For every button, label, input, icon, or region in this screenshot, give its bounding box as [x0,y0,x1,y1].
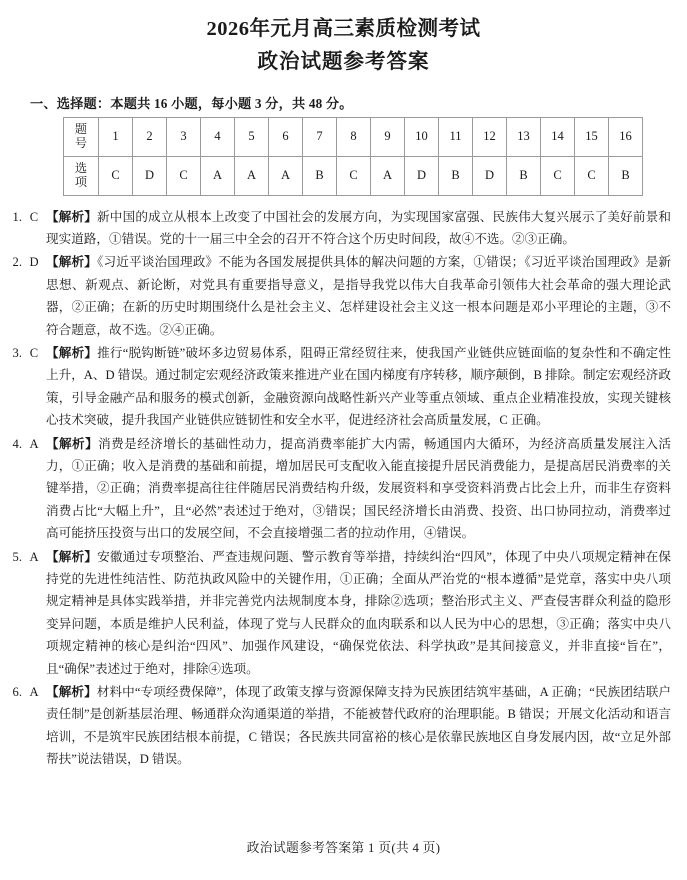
question-no-cell: 15 [575,117,609,156]
explanation-item [0,251,675,341]
explanation-answer: C [29,345,39,360]
explanation-body [46,681,675,771]
explanation-item [0,206,675,251]
question-no-cell: 9 [371,117,405,156]
answer-cell: B [303,156,337,195]
answer-cell: B [609,156,643,195]
explanation-number: 3. [12,345,22,360]
section-heading: 一、选择题：本题共 16 小题，每小题 3 分，共 48 分。 [30,95,353,111]
explanation-answer: C [29,209,39,224]
explanation-item [0,433,675,545]
question-no-cell: 2 [133,117,167,156]
question-no-cell: 8 [337,117,371,156]
explanation-label: 【解析】 [46,209,98,224]
explanation-label: 【解析】 [46,345,98,360]
title-block [0,0,687,79]
answer-cell: C [99,156,133,195]
question-no-cell: 6 [269,117,303,156]
answer-cell: A [371,156,405,195]
answer-cell: A [201,156,235,195]
row-label-option-char1: 选 [74,161,88,176]
answer-cell: A [269,156,303,195]
explanation-number: 5. [12,549,22,564]
answer-cell: C [575,156,609,195]
answer-table [63,117,643,196]
explanation-answer: A [29,549,39,564]
page-footer: 政治试题参考答案第 1 页(共 4 页) [246,841,441,855]
question-no-cell: 12 [473,117,507,156]
question-no-cell: 10 [405,117,439,156]
question-no-cell: 7 [303,117,337,156]
explanation-label: 【解析】 [46,436,99,451]
explanation-body [46,433,675,545]
explanation-item [0,546,675,680]
row-label-question-no-char2: 号 [74,135,88,150]
explanation-body [46,546,675,680]
question-no-cell: 16 [609,117,643,156]
answer-cell: C [167,156,201,195]
explanation-number: 4. [12,436,22,451]
explanation-text: 推行“脱钩断链”破坏多边贸易体系，阻碍正常经贸往来，使我国产业链供应链面临的复杂性和不确定性上升，A、D 错误。通过制定宏观经济政策来推进产业在国内梯度有序转移，顺序颠倒，B 排除。制定宏观经济政策，引导金融产品和服务的模式创新，金融资源向战略性新兴产业等重点领域、重点企业精准投放，实现关键核心技术突破，提升我国产业链供应链韧性和安全水平，促进经济社会高质量发展，C 正确。 [46,345,671,428]
row-label-option-char2: 项 [74,174,88,189]
row-label-question-no [64,117,99,156]
explanation-list [0,206,687,771]
explanation-label: 【解析】 [46,685,97,700]
answer-cell: C [337,156,371,195]
explanation-answer: D [29,255,39,270]
explanation-text: 材料中“专项经费保障”，体现了政策支撑与资源保障支持为民族团结筑牢基础，A 正确；“民族团结联户责任制”是创新基层治理、畅通群众沟通渠道的举措，不能被替代政府的治理职能。B 错误；开展文化活动和语言培训，不是筑牢民族团结根本前提，C 错误；各民族共同富裕的核心是依靠民族地区自身发展内因，故“立足外部帮扶”说法错误，D 错误。 [46,685,671,767]
explanation-answer: A [29,685,39,700]
explanation-answer: A [29,436,39,451]
question-no-cell: 4 [201,117,235,156]
table-row-answers [64,156,643,195]
table-row-question-numbers [64,117,643,156]
row-label-option [64,156,99,195]
page-title: 2026年元月高三素质检测考试 [206,18,481,40]
question-no-cell: 13 [507,117,541,156]
question-no-cell: 14 [541,117,575,156]
explanation-text: 新中国的成立从根本上改变了中国社会的发展方向，为实现国家富强、民族伟大复兴展示了美好前景和现实道路，①错误。党的十一届三中全会的召开不符合这个历史时间段，故④不选。②③正确。 [46,209,672,246]
answer-cell: D [405,156,439,195]
explanation-item [0,342,675,432]
explanation-number: 6. [12,685,22,700]
explanation-number: 1. [12,209,22,224]
explanation-body [46,206,675,251]
answer-cell: B [507,156,541,195]
answer-cell: D [473,156,507,195]
explanation-text: 安徽通过专项整治、严查违规问题、警示教育等举措，持续纠治“四风”，体现了中央八项规定精神在保持党的先进性纯洁性、防范执政风险中的关键作用，①正确；全面从严治党的“根本遵循”是党章，落实中央八项规定精神是具体实践举措，并非完善党内法规制度本身，排除②选项；整治形式主义、严查侵害群众利益的隐形变异问题，本质是维护人民利益，体现了党与人民群众的血肉联系和以人民为中心的思想，③正确；落实中央八项规定精神的核心是纠治“四风”、加强作风建设，“确保党依法、科学执政”是其间接意义，并非直接“旨在”，且“确保”表述过于绝对，排除④选项。 [46,549,671,676]
answer-cell: C [541,156,575,195]
row-label-question-no-char1: 题 [74,122,88,137]
question-no-cell: 11 [439,117,473,156]
explanation-text: 消费是经济增长的基础性动力，提高消费率能扩大内需，畅通国内大循环，为经济高质量发展注入活力，①正确；收入是消费的基础和前提，增加居民可支配收入能直接提升居民消费能力，是提高居民消费率的关键举措，②正确；消费率提高往往伴随居民消费结构升级，发展资料和享受资料消费占比会上升，而非生存资料消费占比“大幅上升”，且“必然”表述过于绝对，③错误；国民经济增长由消费、投资、出口协同拉动，消费率过高可能挤压投资与出口的发展空间，不会直接增强二者的拉动作用，④错误。 [46,436,672,541]
explanation-label: 【解析】 [46,549,98,564]
question-no-cell: 3 [167,117,201,156]
explanation-number: 2. [12,255,22,270]
explanation-label: 【解析】 [46,255,98,270]
answer-cell: A [235,156,269,195]
page-subtitle: 政治试题参考答案 [257,50,430,73]
explanation-item [0,681,675,771]
answer-table-container [63,117,687,196]
explanation-text: 《习近平谈治国理政》不能为各国发展提供具体的解决问题的方案，①错误；《习近平谈治国理政》是新思想、新观点、新论断，对党具有重要指导意义，是指导我党以伟大自我革命引领伟大社会革命的强大理论武器，②正确；在新的历史时期围绕什么是社会主义、怎样建设社会主义这一根本问题是邓小平理论的主题，③不符合题意，故不选。②④正确。 [46,255,672,337]
answer-cell: B [439,156,473,195]
question-no-cell: 1 [99,117,133,156]
explanation-body [46,342,675,432]
question-no-cell: 5 [235,117,269,156]
answer-cell: D [133,156,167,195]
explanation-body [46,251,675,341]
